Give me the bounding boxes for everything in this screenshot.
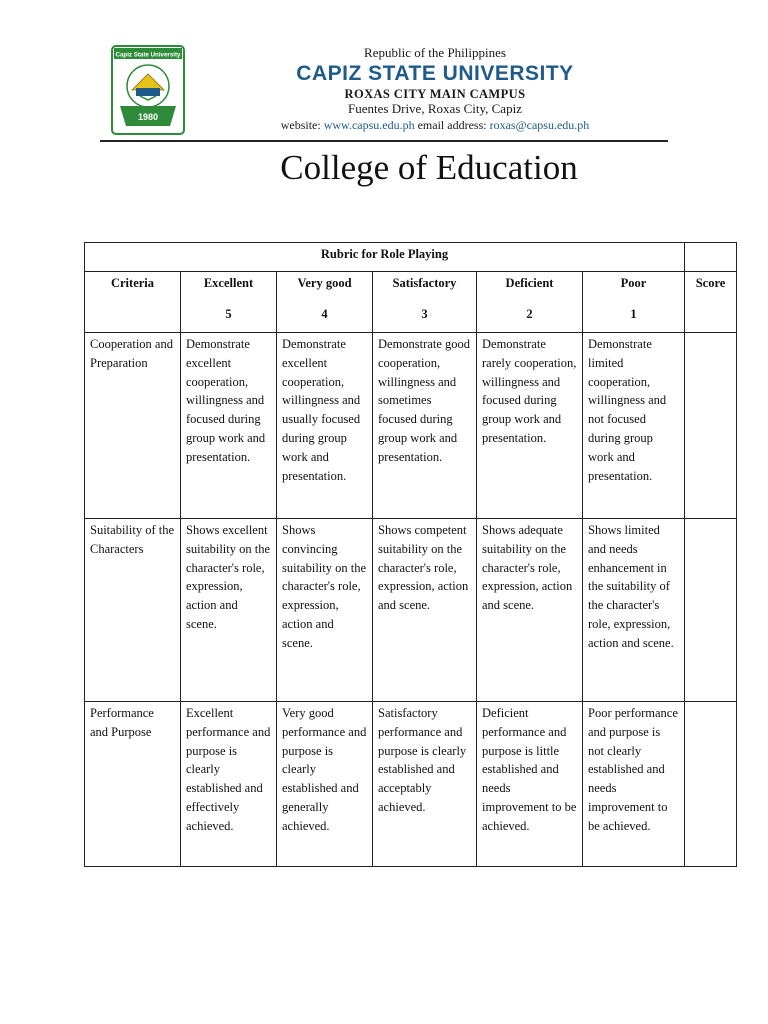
svg-text:1980: 1980 — [137, 112, 159, 122]
criterion-cell: Cooperation and Preparation — [85, 333, 181, 519]
descriptor-cell: Excellent performance and purpose is clearly established and effectively achieved. — [181, 702, 277, 867]
svg-text:Capiz State University: Capiz State University — [115, 51, 181, 59]
descriptor-cell: Demonstrate excellent cooperation, willingness and focused during group work and presentation. — [181, 333, 277, 519]
level-header-excellent: Excellent 5 — [181, 272, 277, 333]
email-label: email address: — [417, 118, 487, 133]
letterhead — [200, 46, 670, 133]
descriptor-cell: Demonstrate good cooperation, willingness and sometimes focused during group work and presentation. — [373, 333, 477, 519]
score-cell[interactable] — [685, 702, 737, 867]
email-link[interactable]: roxas@capsu.edu.ph — [489, 118, 590, 133]
score-cell[interactable] — [685, 333, 737, 519]
descriptor-cell: Shows competent suitability on the character's role, expression, action and scene. — [373, 519, 477, 702]
criterion-cell: Suitability of the Characters — [85, 519, 181, 702]
descriptor-cell: Very good performance and purpose is clearly established and generally achieved. — [277, 702, 373, 867]
rubric-title: Rubric for Role Playing — [85, 243, 685, 272]
descriptor-cell: Shows limited and needs enhancement in the suitability of the character's role, expression, action and scene. — [583, 519, 685, 702]
rubric-table — [84, 242, 737, 867]
website-link[interactable]: www.capsu.edu.ph — [323, 118, 415, 133]
title-score-cell — [685, 243, 737, 272]
letterhead-divider — [100, 140, 668, 142]
rubric-row-performance — [85, 702, 737, 867]
level-header-very-good: Very good 4 — [277, 272, 373, 333]
university-name: CAPIZ STATE UNIVERSITY — [296, 61, 574, 85]
contact-line — [200, 119, 670, 133]
level-header-deficient: Deficient 2 — [477, 272, 583, 333]
descriptor-cell: Shows convincing suitability on the character's role, expression, action and scene. — [277, 519, 373, 702]
descriptor-cell: Demonstrate limited cooperation, willingness and not focused during group work and presentation. — [583, 333, 685, 519]
level-header-satisfactory: Satisfactory 3 — [373, 272, 477, 333]
address-line: Fuentes Drive, Roxas City, Capiz — [348, 101, 522, 117]
score-header: Score — [685, 272, 737, 333]
campus-name: ROXAS CITY MAIN CAMPUS — [344, 87, 526, 102]
rubric-row-suitability — [85, 519, 737, 702]
criterion-cell: Performance and Purpose — [85, 702, 181, 867]
website-label: website: — [280, 118, 321, 133]
descriptor-cell: Shows excellent suitability on the character's role, expression, action and scene. — [181, 519, 277, 702]
descriptor-cell: Demonstrate excellent cooperation, willingness and usually focused during group work and presentation. — [277, 333, 373, 519]
criteria-header: Criteria — [85, 272, 181, 333]
descriptor-cell: Deficient performance and purpose is little established and needs improvement to be achieved. — [477, 702, 583, 867]
score-cell[interactable] — [685, 519, 737, 702]
descriptor-cell: Poor performance and purpose is not clearly established and needs improvement to be achieved. — [583, 702, 685, 867]
college-title: College of Education — [280, 148, 578, 187]
university-seal-logo — [110, 44, 186, 136]
descriptor-cell: Satisfactory performance and purpose is clearly established and acceptably achieved. — [373, 702, 477, 867]
republic-line: Republic of the Philippines — [364, 45, 506, 60]
level-header-poor: Poor 1 — [583, 272, 685, 333]
descriptor-cell: Demonstrate rarely cooperation, willingness and focused during group work and presentation. — [477, 333, 583, 519]
rubric-row-cooperation — [85, 333, 737, 519]
descriptor-cell: Shows adequate suitability on the character's role, expression, action and scene. — [477, 519, 583, 702]
